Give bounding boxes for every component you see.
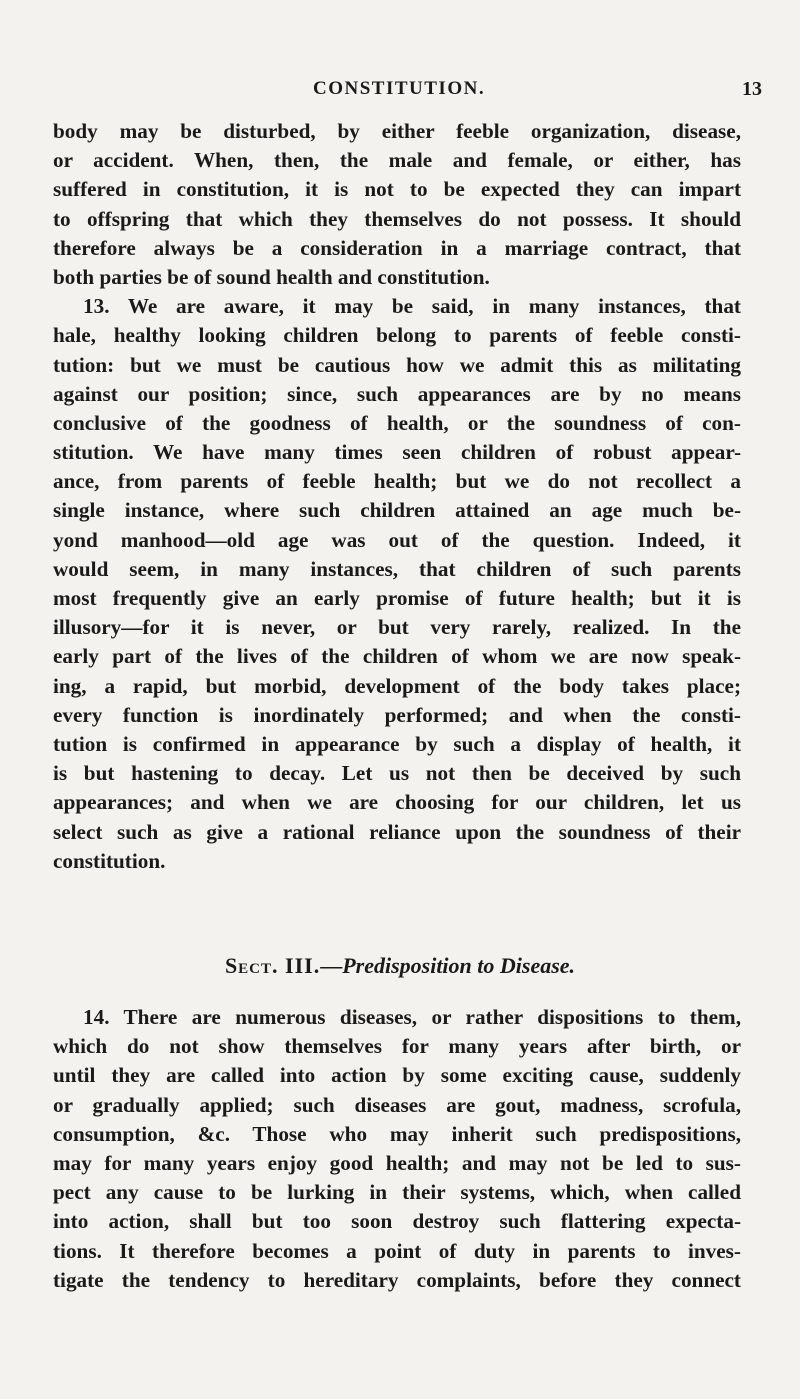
text-line: against our position; since, such appearances are by no means — [53, 381, 741, 406]
text-line: or accident. When, then, the male and female, or either, has — [53, 148, 741, 173]
text-line: most frequently give an early promise of future health; but it is — [53, 586, 741, 610]
text-line: early part of the lives of the children of whom we are now speak- — [53, 644, 741, 669]
text-line: select such as give a rational reliance upon the soundness of their — [53, 819, 741, 844]
text-line: hale, healthy looking children belong to parents of feeble consti- — [53, 323, 741, 348]
text-line: tution is confirmed in appearance by such a display of health, it — [53, 731, 741, 756]
body-text-block-2 — [53, 1003, 741, 1295]
text-line: or gradually applied; such diseases are gout, madness, scrofula, — [53, 1092, 741, 1117]
text-line: yond manhood—old age was out of the question. Indeed, it — [53, 527, 741, 552]
text-line: every function is inordinately performed; and when the consti- — [53, 702, 741, 727]
section-dash: — — [320, 953, 343, 978]
text-line: stitution. We have many times seen children of robust appear- — [53, 440, 741, 465]
text-line: conclusive of the goodness of health, or the soundness of con- — [53, 410, 741, 435]
text-line: consumption, &c. Those who may inherit such predispositions, — [53, 1121, 741, 1146]
page-number: 13 — [742, 78, 762, 100]
text-line: tution: but we must be cautious how we admit this as militating — [53, 352, 741, 377]
running-title: CONSTITUTION. — [313, 78, 486, 99]
text-line: ance, from parents of feeble health; but we do not recollect a — [53, 469, 741, 494]
text-line: is but hastening to decay. Let us not then be deceived by such — [53, 761, 741, 786]
text-line: ing, a rapid, but morbid, development of the body takes place; — [53, 673, 741, 698]
text-line: body may be disturbed, by either feeble organization, disease, — [53, 119, 741, 143]
section-label: Sect. III. — [224, 953, 321, 978]
body-text-block-1 — [53, 117, 741, 876]
text-line: constitution. — [53, 848, 166, 873]
text-line: would seem, in many instances, that children of such parents — [53, 556, 741, 581]
text-line: suffered in constitution, it is not to be expected they can impart — [53, 177, 741, 202]
text-line: therefore always be a consideration in a marriage contract, that — [53, 235, 741, 260]
text-line: tions. It therefore becomes a point of duty in parents to inves- — [53, 1238, 741, 1263]
text-line: 13. We are aware, it may be said, in many instances, that — [83, 294, 741, 319]
text-line: single instance, where such children attained an age much be- — [53, 498, 741, 523]
text-line: both parties be of sound health and constitution. — [53, 264, 490, 289]
text-line: into action, shall but too soon destroy such flattering expecta- — [53, 1209, 741, 1234]
section-title: Predisposition to Disease. — [342, 953, 576, 978]
running-head — [0, 78, 800, 104]
text-line: may for many years enjoy good health; and may not be led to sus- — [53, 1150, 741, 1175]
text-line: 14. There are numerous diseases, or rather dispositions to them, — [83, 1005, 741, 1029]
text-line: illusory—for it is never, or but very rarely, realized. In the — [53, 615, 741, 640]
text-line: to offspring that which they themselves do not possess. It should — [53, 206, 741, 231]
text-line: until they are called into action by some exciting cause, suddenly — [53, 1063, 741, 1088]
section-heading — [0, 953, 800, 979]
text-line: tigate the tendency to hereditary complaints, before they connect — [53, 1267, 741, 1292]
text-line: which do not show themselves for many years after birth, or — [53, 1034, 741, 1059]
text-line: pect any cause to be lurking in their systems, which, when called — [53, 1180, 741, 1205]
text-line: appearances; and when we are choosing for our children, let us — [53, 790, 741, 815]
